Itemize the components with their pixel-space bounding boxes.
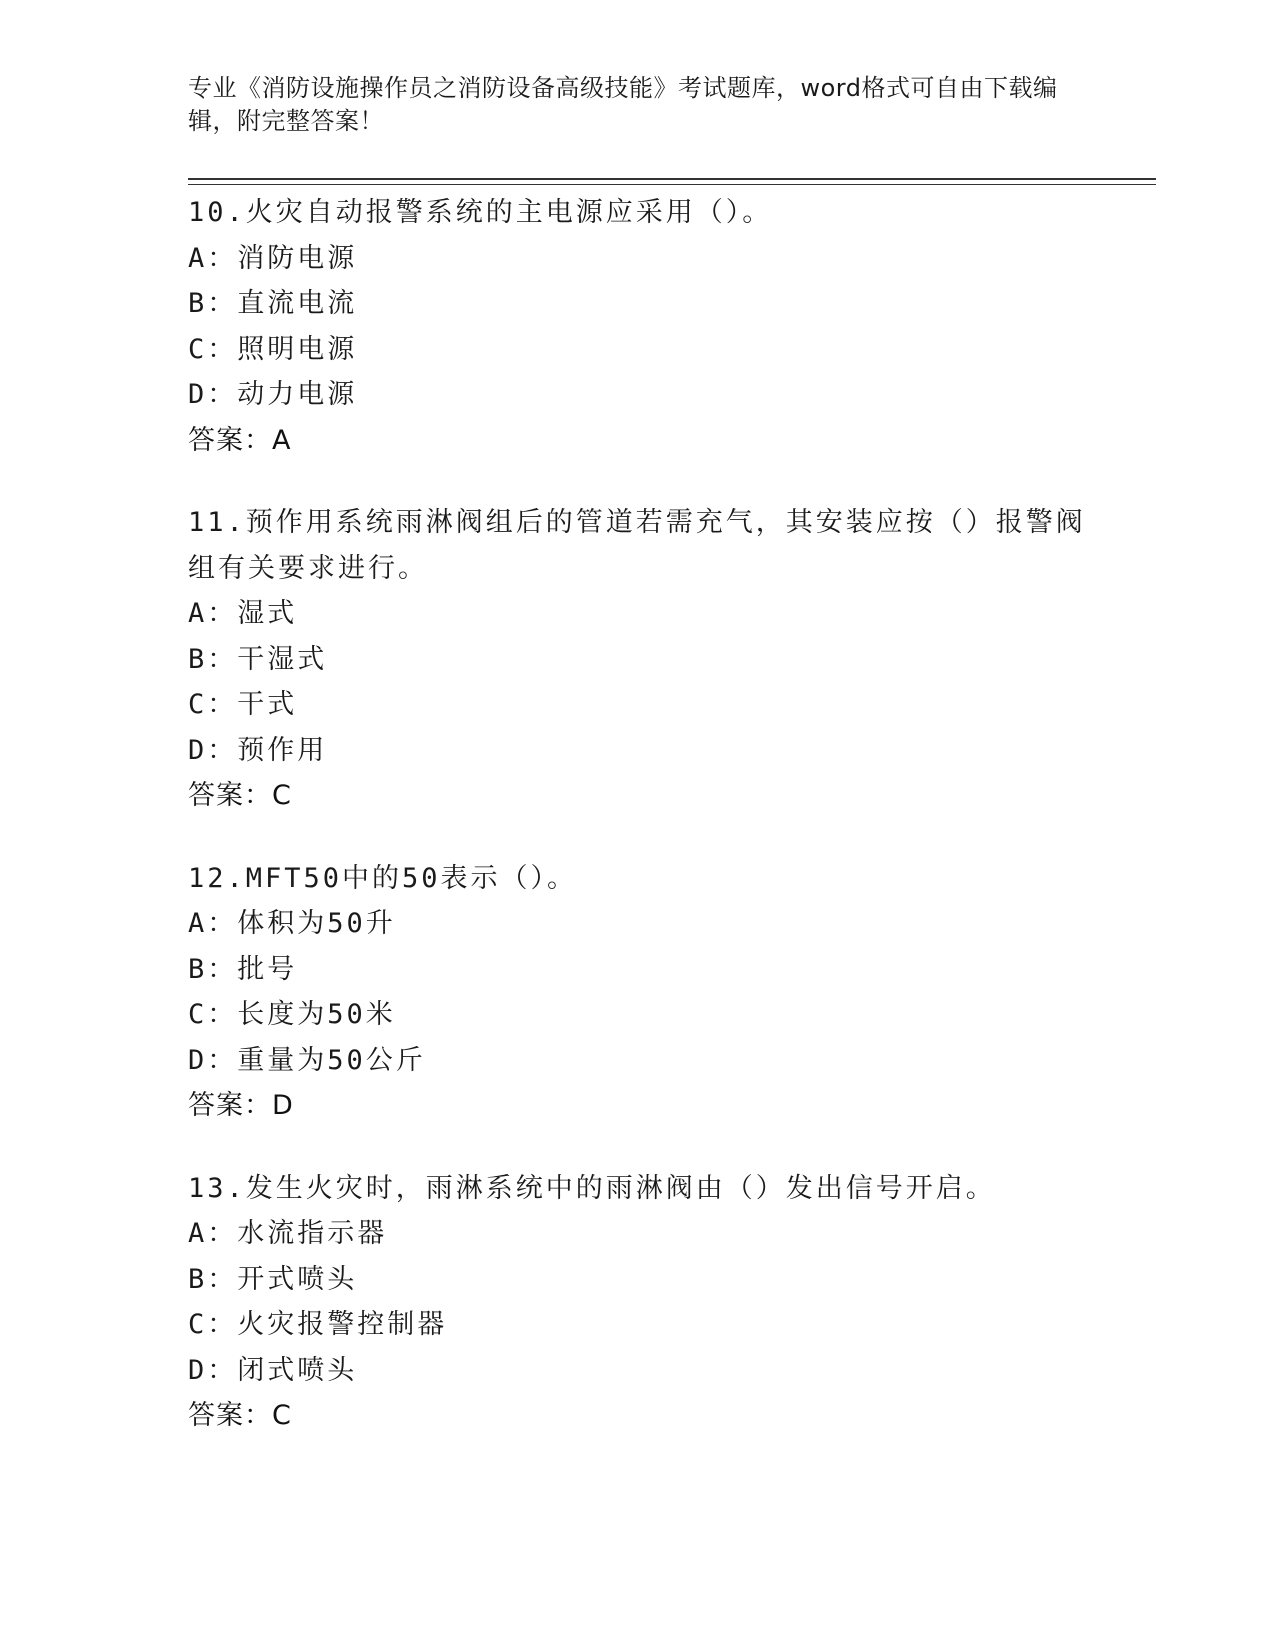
option-a: A：湿式 [188,598,298,629]
document-header: 专业《消防设施操作员之消防设备高级技能》考试题库，word格式可自由下载编辑，附完整答案！ [188,74,1058,135]
option-b: B：直流电流 [188,288,358,319]
question-list [188,190,1088,1476]
option-d: D：动力电源 [188,379,358,410]
question-stem: 12.MFT50中的50表示（）。 [188,862,578,894]
option-b: B：干湿式 [188,643,328,675]
option-d: D：预作用 [188,734,328,766]
question-stem: 10.火灾自动报警系统的主电源应采用（）。 [188,197,773,228]
answer-line: 答案：D [188,1090,294,1121]
answer-line: 答案：A [188,424,292,456]
question-10 [188,190,1088,463]
option-d: D：重量为50公斤 [188,1044,426,1076]
option-b: B：开式喷头 [188,1263,358,1295]
option-a: A：水流指示器 [188,1218,388,1249]
question-12 [188,856,1088,1129]
question-11 [188,500,1088,819]
option-b: B：批号 [188,953,298,985]
option-c: C：火灾报警控制器 [188,1309,448,1340]
question-stem: 13.发生火灾时，雨淋系统中的雨淋阀由（）发出信号开启。 [188,1172,996,1204]
option-c: C：干式 [188,689,298,720]
option-c: C：长度为50米 [188,999,396,1030]
option-a: A：消防电源 [188,242,358,274]
header-divider-thick [188,178,1156,180]
answer-line: 答案：C [188,1400,292,1431]
option-d: D：闭式喷头 [188,1354,358,1386]
question-stem: 11.预作用系统雨淋阀组后的管道若需充气，其安装应按（）报警阀组有关要求进行。 [188,507,1086,584]
option-a: A：体积为50升 [188,908,396,939]
answer-line: 答案：C [188,780,292,811]
question-13 [188,1166,1088,1439]
header-divider-thin [188,184,1156,185]
option-c: C：照明电源 [188,333,358,365]
